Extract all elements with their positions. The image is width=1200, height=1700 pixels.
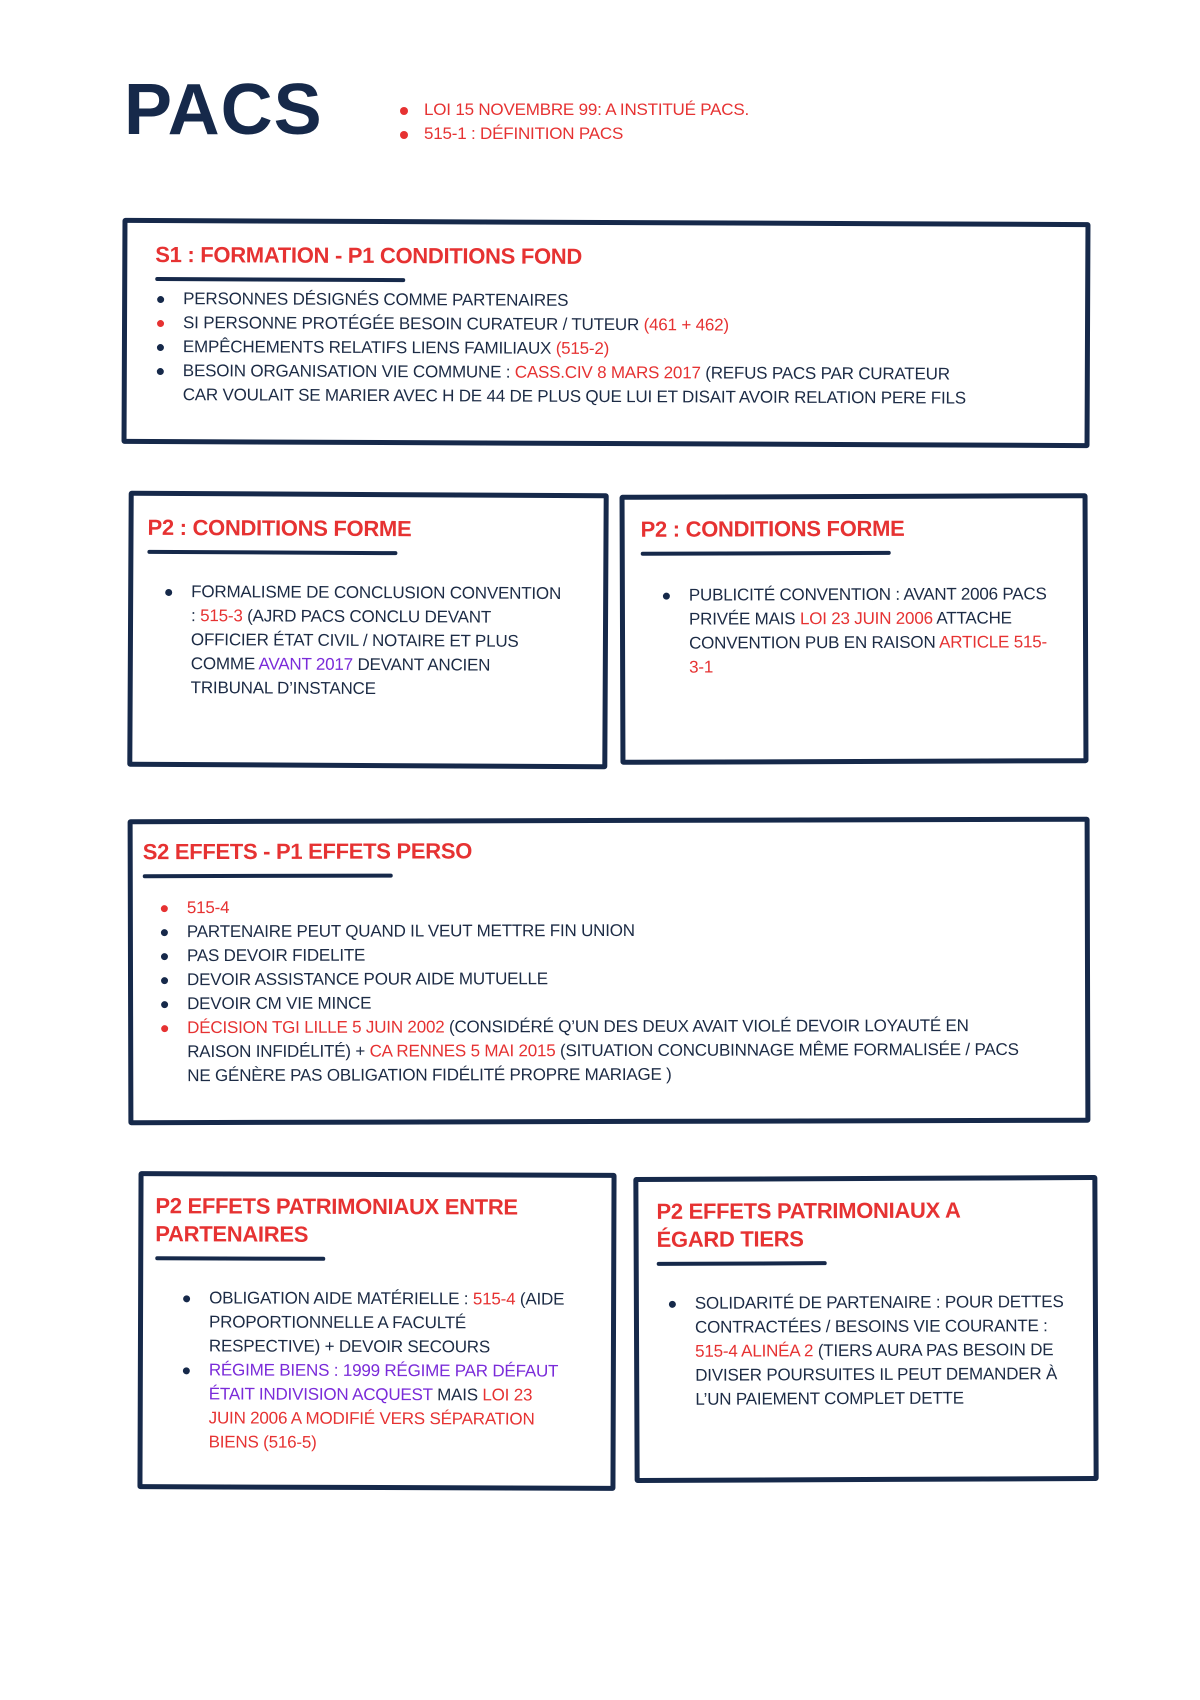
list-item: PUBLICITÉ CONVENTION : AVANT 2006 PACS PRIVÉE MAIS LOI 23 JUIN 2006 ATTACHE CONVENTION PUB EN RAISON ARTICLE 515-3-1	[661, 582, 1053, 679]
list-item: DEVOIR ASSISTANCE POUR AIDE MUTUELLE	[159, 966, 1025, 992]
title-underline	[143, 874, 393, 879]
page-title: PACS	[124, 70, 323, 150]
p2-effets-patrimoniaux-partenaires-card	[137, 1171, 616, 1491]
header-note: 515-1 : DÉFINITION PACS	[400, 122, 749, 146]
list-item: SI PERSONNE PROTÉGÉE BESOIN CURATEUR / TUTEUR (461 + 462)	[155, 311, 1063, 339]
list-item: PAS DEVOIR FIDELITE	[159, 942, 1025, 968]
list-item: BESOIN ORGANISATION VIE COMMUNE : CASS.CIV 8 MARS 2017 (REFUS PACS PAR CURATEUR CAR VOULAIT SE MARIER AVEC H DE 44 DE PLUS QUE LUI ET DISAIT AVOIR RELATION PERE FILS	[155, 359, 1063, 411]
list-item: SOLIDARITÉ DE PARTENAIRE : POUR DETTES CONTRACTÉES / BESOINS VIE COURANTE : 515-4 ALINÉA 2 (TIERS AURA PAS BESOIN DE DIVISER POURSUITES IL PEUT DEMANDER À L’UN PAIEMENT COMPLET DETTE	[667, 1290, 1084, 1412]
p2-right-list	[641, 582, 1063, 679]
title-underline	[155, 277, 405, 282]
title-underline	[155, 1256, 325, 1261]
p2-conditions-forme-left-card	[127, 491, 608, 770]
header-note: LOI 15 NOVEMBRE 99: A INSTITUÉ PACS.	[400, 98, 749, 122]
p2-conditions-forme-right-card	[620, 493, 1089, 765]
card-title: S2 EFFETS - P1 EFFETS PERSO	[142, 838, 473, 865]
title-underline	[641, 551, 891, 556]
card-title: S1 : FORMATION - P1 CONDITIONS FOND	[155, 242, 583, 269]
card-title: P2 EFFETS PATRIMONIAUX ENTRE PARTENAIRES	[155, 1193, 518, 1247]
header-notes	[400, 98, 749, 146]
list-item: OBLIGATION AIDE MATÉRIELLE : 515-4 (AIDE PROPORTIONNELLE A FACULTÉ RESPECTIVE) + DEVOIR SECOURS	[181, 1286, 569, 1359]
p2-left-list	[147, 580, 582, 702]
card-title: P2 EFFETS PATRIMONIAUX A ÉGARD TIERS	[656, 1197, 960, 1252]
list-item: 515-4	[159, 894, 1025, 920]
p2-patrim-left-list	[155, 1286, 590, 1456]
list-item: PERSONNES DÉSIGNÉS COMME PARTENAIRES	[155, 287, 1063, 315]
s1-formation-card	[122, 218, 1091, 448]
list-item: EMPÊCHEMENTS RELATIFS LIENS FAMILIAUX (515-2)	[155, 335, 1063, 363]
card-title: P2 : CONDITIONS FORME	[640, 515, 905, 542]
title-underline	[147, 550, 397, 555]
list-item: DEVOIR CM VIE MINCE	[159, 990, 1025, 1016]
title-underline	[657, 1261, 827, 1266]
p2-effets-patrimoniaux-tiers-card	[633, 1175, 1098, 1483]
list-item: DÉCISION TGI LILLE 5 JUIN 2002 (CONSIDÉRÉ Q’UN DES DEUX AVAIT VIOLÉ DEVOIR LOYAUTÉ EN RAISON INFIDÉLITÉ) + CA RENNES 5 MAI 2015 (SITUATION CONCUBINNAGE MÊME FORMALISÉE / PACS NE GÉNÈRE PAS OBLIGATION FIDÉLITÉ PROPRE MARIAGE )	[159, 1014, 1025, 1088]
list-item: RÉGIME BIENS : 1999 RÉGIME PAR DÉFAUT ÉTAIT INDIVISION ACQUEST MAIS LOI 23 JUIN 2006 A MODIFIÉ VERS SÉPARATION BIENS (516-5)	[181, 1358, 569, 1455]
list-item: FORMALISME DE CONCLUSION CONVENTION : 515-3 (AJRD PACS CONCLU DEVANT OFFICIER ÉTAT CIVIL / NOTAIRE ET PLUS COMME AVANT 2017 DEVANT ANCIEN TRIBUNAL D’INSTANCE	[163, 580, 562, 702]
s2-list	[143, 894, 1065, 1088]
list-item: PARTENAIRE PEUT QUAND IL VEUT METTRE FIN UNION	[159, 918, 1025, 944]
s1-list	[155, 287, 1064, 411]
s2-effets-perso-card	[128, 817, 1091, 1126]
card-title: P2 : CONDITIONS FORME	[147, 514, 412, 542]
p2-patrim-right-list	[657, 1290, 1084, 1412]
